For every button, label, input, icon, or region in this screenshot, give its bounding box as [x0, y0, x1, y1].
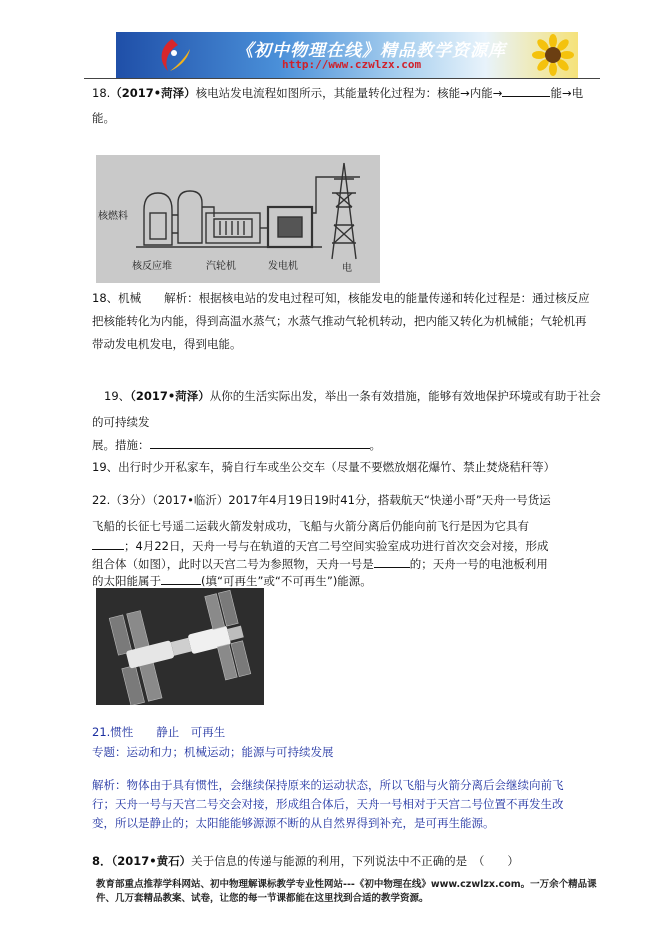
question-22-line5 — [92, 572, 372, 589]
nuclear-plant-diagram — [96, 155, 380, 283]
answer-blank — [502, 84, 550, 97]
question-number: 19、 — [104, 389, 131, 403]
question-text: 展。措施： — [92, 438, 150, 452]
question-19-line3 — [92, 436, 381, 453]
question-text: 能 — [550, 86, 562, 100]
question-text: 电 — [571, 86, 584, 100]
question-18 — [92, 84, 583, 101]
answer-18-line3: 带动发电机发电，得到电能。 — [92, 337, 242, 351]
header-rule — [84, 78, 600, 79]
answer-19: 19、出行时少开私家车，骑自行车或坐公交车（尽量不要燃放烟花爆竹、禁止焚烧秸秆等） — [92, 460, 556, 474]
question-22-line3 — [92, 537, 548, 554]
question-source: （2017•黄石） — [111, 854, 192, 868]
question-text: ；4月22日，天舟一号与在轨道的天宫二号空间实验室成功进行首次交会对接，形成 — [124, 539, 549, 553]
answer-21-analysis-line3: 变，所以是静止的；太阳能能够源源不断的从自然界得到补充，是可再生能源。 — [92, 816, 495, 830]
question-text: 核电站发电流程如图所示，其能量转化过程为：核能 — [195, 86, 461, 100]
nuclear-plant-figure — [96, 155, 380, 283]
answer-blank — [374, 555, 410, 568]
sunflower-icon — [532, 34, 574, 76]
question-22-line2: 飞船的长征七号遥二运载火箭发射成功，飞船与火箭分离后仍能向前飞行是因为它具有 — [92, 519, 529, 533]
banner-url[interactable]: http://www.czwlzx.com — [282, 58, 422, 71]
logo-icon — [152, 37, 192, 73]
answer-18-line2: 把核能转化为内能，得到高温水蒸气；水蒸气推动气轮机转动，把内能又转化为机械能；气轮机再 — [92, 314, 587, 328]
footer-line2: 件、几万套精品教案、试卷，让您的每一节课都能在这里找到合适的教学资源。 — [96, 893, 429, 904]
answer-21-analysis-line1: 解析：物体由于具有惯性，会继续保持原来的运动状态，所以飞船与火箭分离后会继续向前飞 — [92, 778, 564, 792]
label-turbine: 汽轮机 — [206, 261, 236, 272]
question-19 — [104, 388, 601, 404]
answer-blank — [161, 572, 201, 585]
question-8 — [92, 853, 519, 869]
answer-blank — [150, 436, 370, 449]
answer-blank — [92, 537, 124, 550]
question-19-line2: 的可持续发 — [92, 415, 150, 429]
header-banner — [116, 32, 578, 78]
banner-title: 《初中物理在线》精品教学资源库 — [236, 41, 506, 61]
label-generator: 发电机 — [268, 261, 298, 272]
question-number: 18. — [92, 86, 111, 100]
question-text: 的；天舟一号的电池板利用 — [409, 557, 548, 571]
question-number: 8． — [92, 854, 112, 868]
question-text: 内能 — [469, 86, 493, 100]
arrow-icon: → — [492, 86, 503, 100]
answer-21-analysis-line2: 行；天舟一号与天宫二号交会对接，形成组合体后，天舟一号相对于天宫二号位置不再发生改 — [92, 797, 564, 811]
question-text: 从你的生活实际出发，举出一条有效措施，能够有效地保护环境或有助于社会 — [209, 389, 601, 403]
question-text: 组合体（如图），此时以天宫二号为参照物，天舟一号是 — [92, 557, 374, 571]
question-source: （2017•菏泽） — [110, 86, 196, 100]
spacecraft-photo — [96, 588, 264, 705]
question-22-line4 — [92, 555, 548, 572]
question-text: 。 — [369, 438, 381, 452]
label-reactor: 核反应堆 — [132, 261, 172, 272]
answer-21: 21.惯性 静止 可再生 — [92, 725, 226, 739]
question-text: (填“可再生”或“不可再生”)能源。 — [201, 574, 372, 588]
arrow-icon: → — [460, 86, 470, 100]
question-text: 的太阳能属于 — [92, 574, 161, 588]
arrow-icon: → — [561, 86, 572, 100]
footer-line1: 教育部重点推荐学科网站、初中物理解课标教学专业性网站---《初中物理在线》www.czwlzx.com。一万余个精品课 — [96, 879, 597, 890]
question-source: （2017•菏泽） — [130, 389, 210, 403]
question-22-line1: 22.（3分）（2017•临沂）2017年4月19日19时41分，搭载航天“快递小哥”天舟一号货运 — [92, 493, 551, 507]
label-fuel: 核燃料 — [98, 211, 128, 222]
question-text: 关于信息的传递与能源的利用，下列说法中不正确的是 （ ） — [191, 854, 519, 868]
label-grid: 电 — [342, 263, 352, 274]
answer-21-topic: 专题：运动和力；机械运动；能源与可持续发展 — [92, 745, 334, 759]
spacecraft-docking-figure — [96, 588, 264, 705]
answer-18-line1: 18、机械 解析：根据核电站的发电过程可知，核能发电的能量传递和转化过程是：通过核反应 — [92, 291, 590, 305]
question-18-line2: 能。 — [92, 111, 115, 125]
